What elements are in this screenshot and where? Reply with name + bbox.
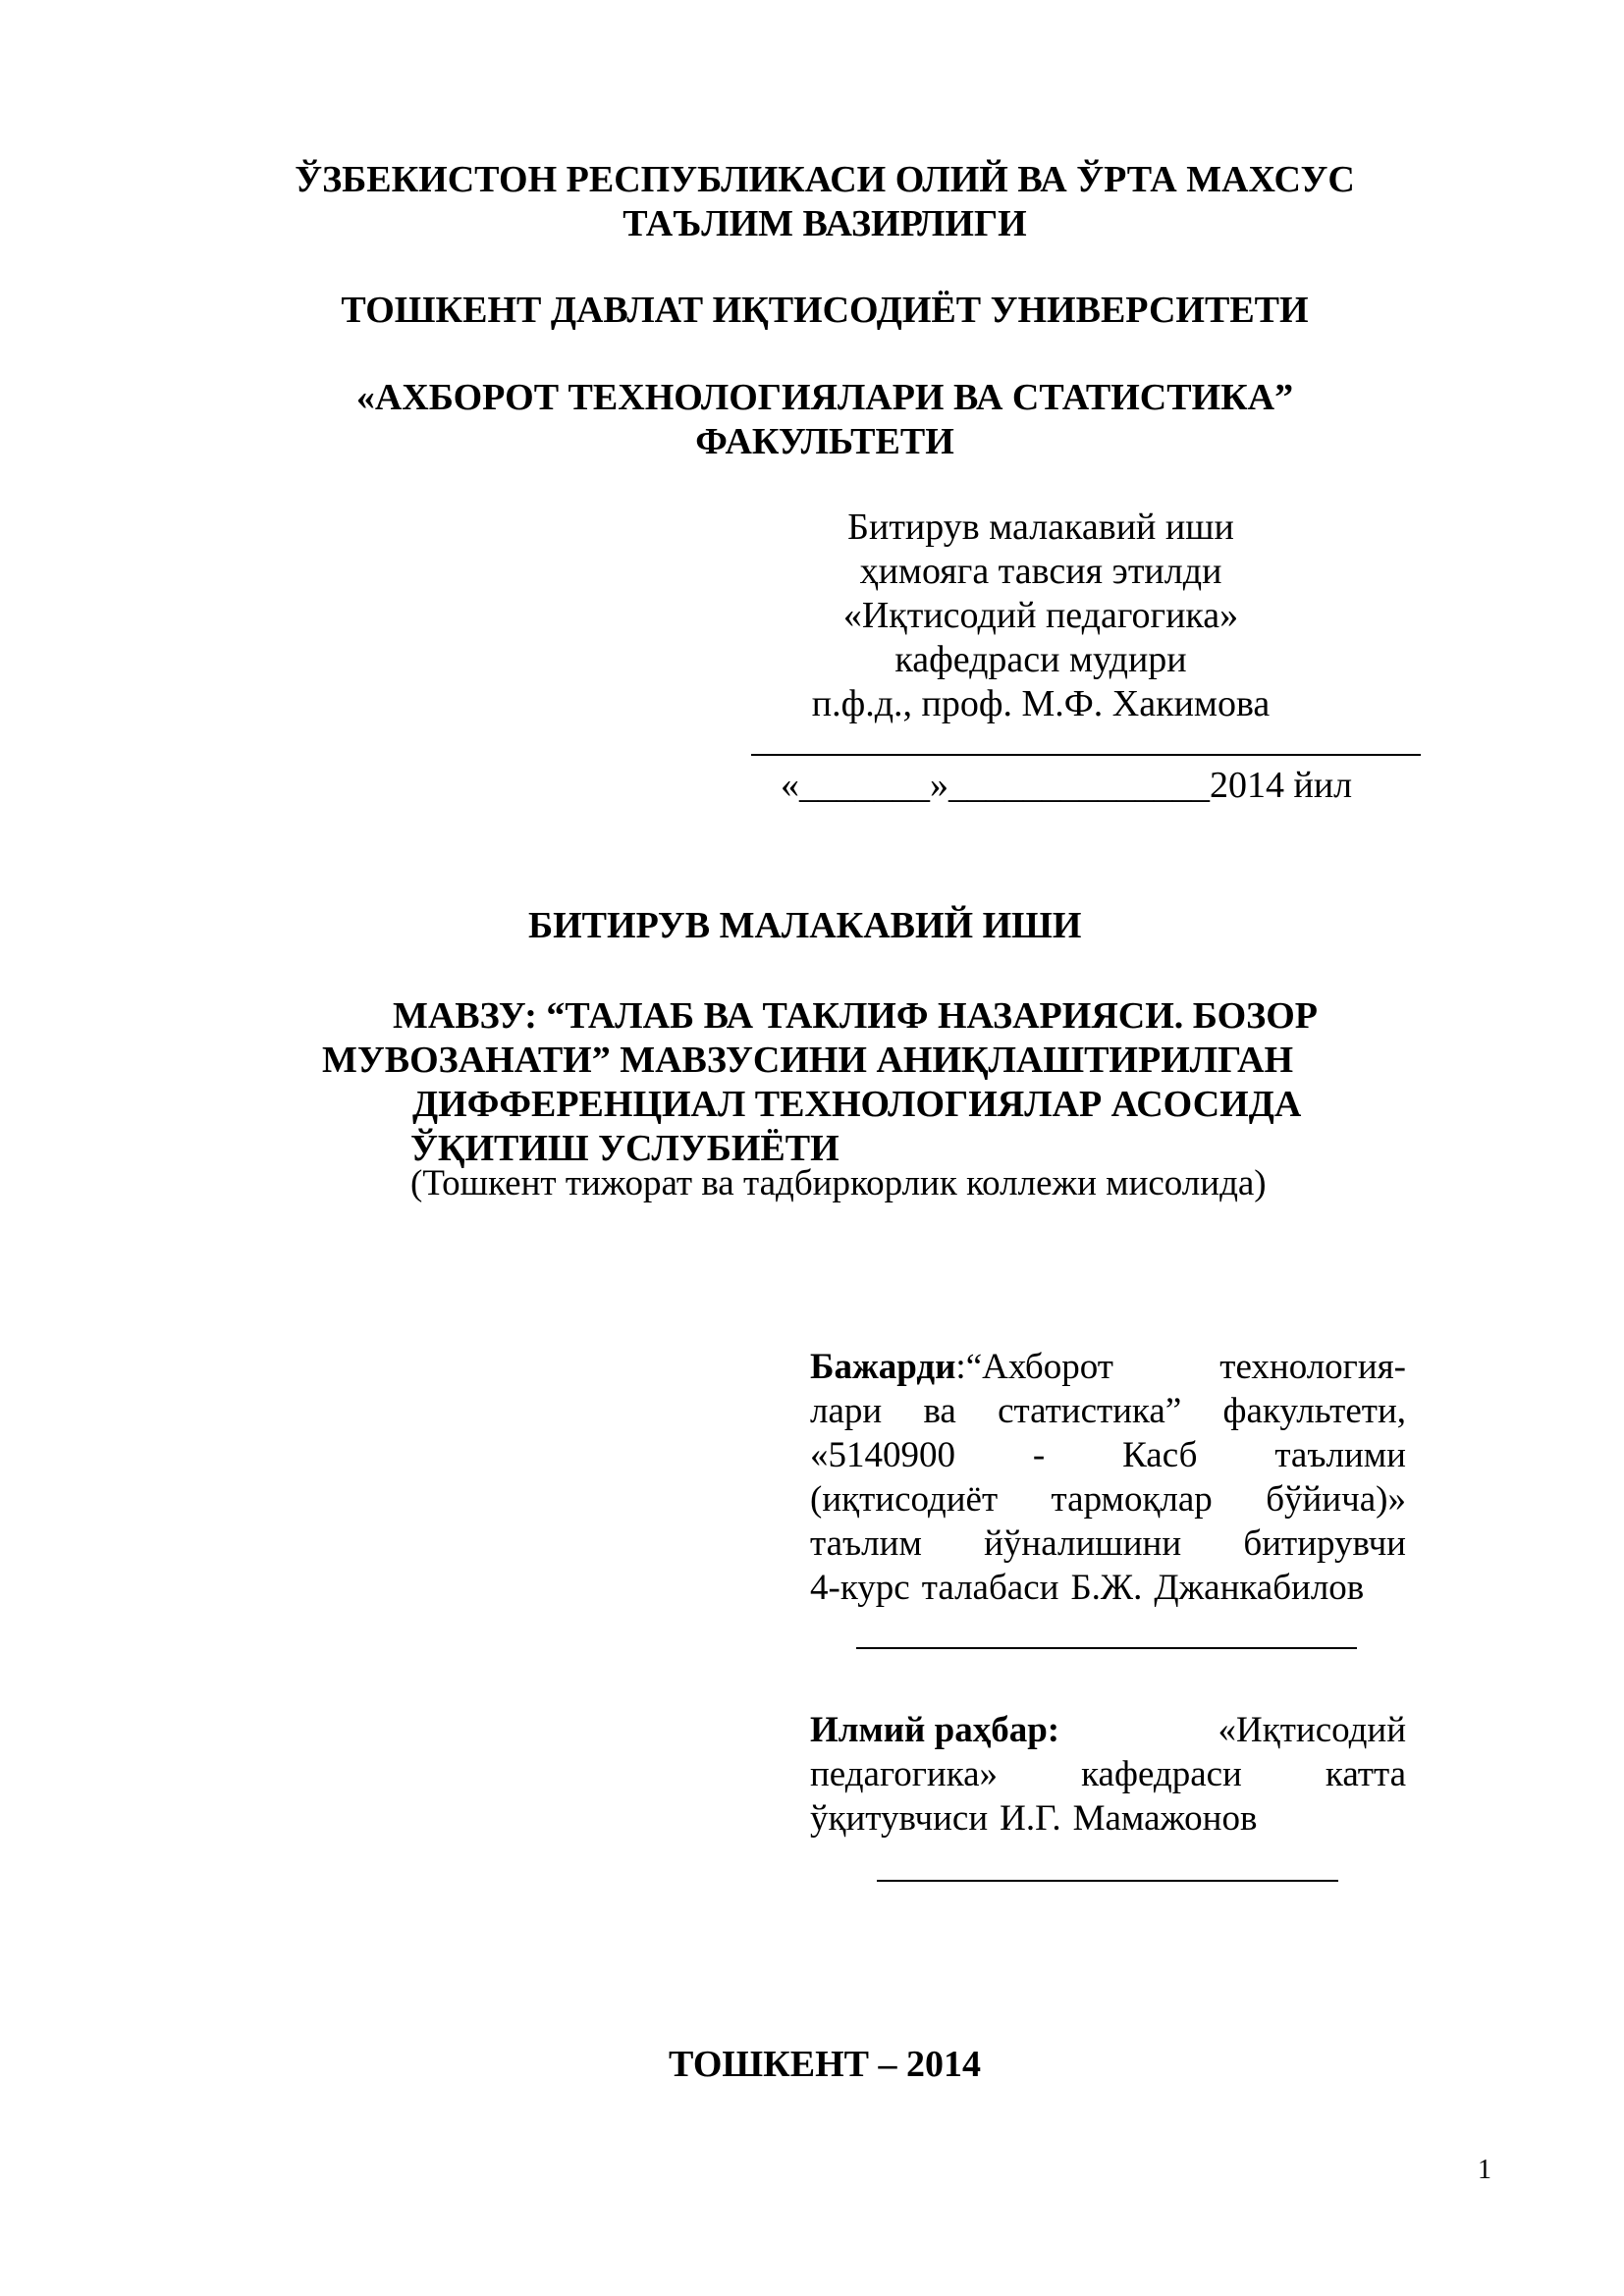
performer-label: Бажарди — [810, 1347, 956, 1387]
supervisor-block — [810, 1708, 1406, 1841]
supervisor-line-1 — [810, 1708, 1406, 1752]
city-year: ТОШКЕНТ – 2014 — [669, 2044, 981, 2085]
word: Б.Ж. — [1070, 1568, 1143, 1608]
word: 4-курс — [810, 1568, 910, 1608]
work-type: БИТИРУВ МАЛАКАВИЙ ИШИ — [528, 905, 1082, 946]
page-number: 1 — [1478, 2155, 1491, 2185]
word: Джанкабилов — [1154, 1568, 1365, 1608]
performer-line-6 — [810, 1566, 1406, 1610]
word: - — [1032, 1435, 1046, 1475]
performer-line-5 — [810, 1522, 1406, 1566]
word: йўналишини — [984, 1523, 1182, 1564]
faculty-line-2: ФАКУЛЬТЕТИ — [695, 421, 954, 462]
word: педагогика» — [810, 1754, 999, 1794]
topic-subtitle: (Тошкент тижорат ва тадбиркорлик коллежи мисолида) — [410, 1163, 1267, 1203]
word: битирувчи — [1243, 1523, 1406, 1564]
topic-line-3: ДИФФЕРЕНЦИАЛ ТЕХНОЛОГИЯЛАР АСОСИДА — [412, 1084, 1302, 1125]
performer-line-3 — [810, 1433, 1406, 1477]
word: катта — [1325, 1754, 1406, 1794]
word: Мамажонов — [1072, 1798, 1258, 1839]
performer-first-word: Бажарди:“Ахборот — [810, 1347, 1113, 1387]
approval-line: Битирув малакавий иши — [847, 507, 1234, 548]
word: Касб — [1122, 1435, 1198, 1475]
word: И.Г. — [1000, 1798, 1061, 1839]
supervisor-signature-line — [877, 1880, 1338, 1882]
approval-line: «Иқтисодий педагогика» — [842, 595, 1239, 636]
word: ва — [923, 1391, 956, 1431]
ministry-line-2: ТАЪЛИМ ВАЗИРЛИГИ — [623, 203, 1027, 244]
performer-signature-line — [856, 1647, 1357, 1649]
word: таълими — [1274, 1435, 1406, 1475]
approval-block — [766, 506, 1316, 726]
performer-line-1 — [810, 1345, 1406, 1389]
word: статистика” — [998, 1391, 1182, 1431]
word: (иқтисодиёт — [810, 1479, 999, 1520]
signature-line-head — [751, 754, 1421, 756]
approval-line: кафедраси мудири — [894, 639, 1187, 680]
topic-line-1: МАВЗУ: “ТАЛАБ ВА ТАКЛИФ НАЗАРИЯСИ. БОЗОР — [393, 995, 1319, 1037]
university-name: ТОШКЕНТ ДАВЛАТ ИҚТИСОДИЁТ УНИВЕРСИТЕТИ — [341, 290, 1309, 331]
word: лари — [810, 1391, 883, 1431]
approval-line: ҳимояга тавсия этилди — [859, 551, 1222, 592]
word: таълим — [810, 1523, 922, 1564]
performer-line-4 — [810, 1477, 1406, 1522]
word: бўйича)» — [1266, 1479, 1406, 1520]
supervisor-line-2 — [810, 1752, 1406, 1796]
approval-date-line: «_______»______________2014 йил — [781, 765, 1353, 806]
word: факультети, — [1222, 1391, 1406, 1431]
approval-line: п.ф.д., проф. М.Ф. Хакимова — [811, 683, 1271, 724]
word: «5140900 — [810, 1435, 955, 1475]
faculty-line-1: «АХБОРОТ ТЕХНОЛОГИЯЛАРИ ВА СТАТИСТИКА” — [355, 377, 1294, 418]
word: талабаси — [921, 1568, 1059, 1608]
topic-line-2: МУВОЗАНАТИ” МАВЗУСИНИ АНИҚЛАШТИРИЛГАН — [322, 1040, 1294, 1081]
supervisor-label: Илмий раҳбар: — [810, 1710, 1060, 1750]
word: тармоқлар — [1051, 1479, 1213, 1520]
word: технология- — [1219, 1347, 1406, 1387]
word: кафедраси — [1081, 1754, 1242, 1794]
topic-line-4: ЎҚИТИШ УСЛУБИЁТИ — [410, 1128, 839, 1169]
ministry-line-1: ЎЗБЕКИСТОН РЕСПУБЛИКАСИ ОЛИЙ ВА ЎРТА МАХСУС — [295, 159, 1355, 200]
performer-block — [810, 1345, 1406, 1610]
supervisor-line-3 — [810, 1796, 1406, 1841]
supervisor-text: «Иқтисодий — [1218, 1710, 1406, 1750]
word: ўқитувчиси — [810, 1798, 989, 1839]
performer-line-2 — [810, 1389, 1406, 1433]
